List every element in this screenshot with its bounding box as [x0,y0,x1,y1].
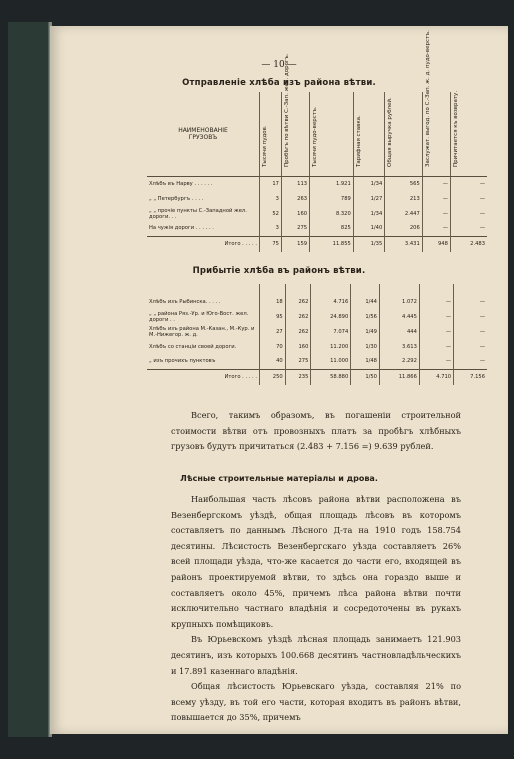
cell: 1/56 [351,309,380,324]
row-label: Хлѣбъ въ Нарву . . . . . . [149,180,213,187]
cell: 11.200 [311,339,351,354]
cell: 8.320 [310,206,354,221]
cell: 1.072 [379,294,419,309]
cell: 213 [385,191,423,206]
cell: — [454,354,487,369]
cell: 2.292 [379,354,419,369]
cell: — [419,324,453,339]
cell: 262 [285,324,311,339]
section-body [171,492,461,726]
cell: 262 [285,309,311,324]
cell: — [450,176,487,191]
table-row [147,324,487,339]
row-label: „ „ Петербургъ . . . . [149,195,204,202]
cell: 1/30 [351,339,380,354]
row-label: „ „ района Ряз.-Ур. и Юго-Вост. жел. дороги . . [149,310,249,323]
cell: 24.890 [311,309,351,324]
cell: 275 [281,221,309,236]
cell: 3.613 [379,339,419,354]
col-revenue: Общая выручка рублей. [385,92,423,176]
paragraph-2: Въ Юрьевскомъ уѣздѣ лѣсная площадь занимаетъ 121.903 десятинъ, изъ которыхъ 100.668 десятинъ частновладѣльческихъ и 17.891 казеннаго владѣнія. [171,634,461,676]
cell: 7.074 [311,324,351,339]
cell: 262 [285,294,311,309]
cell: 95 [260,309,286,324]
table-row [147,309,487,324]
cell: 565 [385,176,423,191]
cell: — [454,339,487,354]
table-row [147,339,487,354]
paragraph-3: Общая лѣсистость Юрьевскаго уѣзда, составляя 21% по всему уѣзду, въ той его части, которая входитъ въ районъ вѣтви, повышается до 35%, причемъ [171,681,461,723]
total-cell: 58.880 [311,369,351,385]
cell: 825 [310,221,354,236]
total-cell: 11.855 [310,236,354,252]
cell: — [454,294,487,309]
cell: — [454,309,487,324]
table-row [147,191,487,206]
table-row [147,176,487,191]
row-label: „ изъ прочихъ пунктовъ [149,358,216,365]
cell: — [419,339,453,354]
table2-title: Прибытіе хлѣба въ районъ вѣтви. [192,266,366,276]
book-binding [8,22,50,737]
cell: 27 [260,324,286,339]
cell: 1/27 [353,191,384,206]
total-cell: 1/35 [353,236,384,252]
table-row [147,354,487,369]
section-title: Лѣсные строительные матеріалы и дрова. [180,474,378,483]
cell: — [422,191,450,206]
total-row [147,236,487,252]
col-pood-versts: Тысячи пудо-верстъ. [310,92,354,176]
total-cell: 7.156 [454,369,487,385]
total-label: Итого . . . . . [147,369,260,385]
table1-head-name: НАИМЕНОВАНІЕ ГРУЗОВЪ [147,92,260,176]
total-cell: 250 [260,369,286,385]
cell: 18 [260,294,286,309]
table-row [147,221,487,236]
cell: 1/49 [351,324,380,339]
cell: — [422,176,450,191]
cell: 2.447 [385,206,423,221]
cell: — [450,206,487,221]
cell: 1/34 [353,176,384,191]
cell: — [454,324,487,339]
cell: 1.921 [310,176,354,191]
cell: 444 [379,324,419,339]
total-cell: 2.483 [450,236,487,252]
total-cell: 159 [281,236,309,252]
table-row [147,294,487,309]
cell: 160 [281,206,309,221]
cell: 11.000 [311,354,351,369]
col-run: Пробѣгъ по вѣтви С.-Зап. жел. дорогъ. [281,92,309,176]
row-label: Хлѣбъ со станціи своей дороги. [149,343,237,350]
cell: 70 [260,339,286,354]
cell: — [450,221,487,236]
cell: 3 [260,191,282,206]
total-cell: 75 [260,236,282,252]
cell: 789 [310,191,354,206]
total-row [147,369,487,385]
book-page [50,26,508,734]
total-cell: 4.710 [419,369,453,385]
col-earned: Заслужат. выгод. по С.-Зап. ж. д. пудо-верстъ. [422,92,450,176]
total-cell: 3.431 [385,236,423,252]
cell: 206 [385,221,423,236]
cell: 40 [260,354,286,369]
paragraph-1: Наибольшая часть лѣсовъ района вѣтви расположена въ Везенбергскомъ уѣздѣ, общая площадь лѣсовъ въ которомъ составляетъ по даннымъ Лѣсного Д-та на 1910 годъ 158.754 десятины. Лѣсистость Везенбергскаго уѣзда составляетъ 26% всей площади уѣзда, что-же касается до части его, входящей въ районъ проектируемой вѣтви, то здѣсь она гораздо выше и составляетъ около 45%, причемъ лѣса района вѣтви почти исключительно частнаго владѣнія и сосредоточены въ рукахъ крупныхъ помѣщиковъ. [171,494,461,629]
cell: 52 [260,206,282,221]
cell: 4.445 [379,309,419,324]
cell: — [422,206,450,221]
cell: 1/48 [351,354,380,369]
col-return: Причитается къ возврату. [450,92,487,176]
table1-title: Отправленіе хлѣба изъ района вѣтви. [182,78,376,88]
arrival-table [147,284,487,385]
row-label: Хлѣбъ изъ района М.-Казан., М.-Кур. и М.-Нижегор. ж. д. [149,325,255,338]
cell: — [419,294,453,309]
table-row [147,206,487,221]
col-tariff: Тарифная ставка. [353,92,384,176]
total-label: Итого . . . . . [147,236,260,252]
summary-paragraph: Всего, такимъ образомъ, въ погашеніи строительной стоимости вѣтви отъ провозныхъ платъ за пробѣгъ хлѣбныхъ грузовъ будутъ причитаться (2.483 + 7.156 =) 9.639 рублей. [171,410,461,452]
cell: 1/44 [351,294,380,309]
row-label: На чужія дороги . . . . . . [149,225,214,232]
cell: — [450,191,487,206]
row-label: „ „ прочіе пункты С.-Западной жел. дороги. . . [149,207,247,220]
cell: 4.716 [311,294,351,309]
total-cell: 1/50 [351,369,380,385]
page-number: — 10 — [261,60,297,70]
cell: — [422,221,450,236]
total-cell: 11.866 [379,369,419,385]
row-label: Хлѣбъ изъ Рыбинска. . . . . [149,298,221,305]
cell: 275 [285,354,311,369]
cell: — [419,309,453,324]
cell: — [419,354,453,369]
cell: 263 [281,191,309,206]
total-cell: 948 [422,236,450,252]
cell: 1/40 [353,221,384,236]
cell: 160 [285,339,311,354]
cell: 1/34 [353,206,384,221]
total-cell: 235 [285,369,311,385]
cell: 113 [281,176,309,191]
cell: 3 [260,221,282,236]
cell: 17 [260,176,282,191]
col-thousand-poods: Тысячи пудов. [260,92,282,176]
